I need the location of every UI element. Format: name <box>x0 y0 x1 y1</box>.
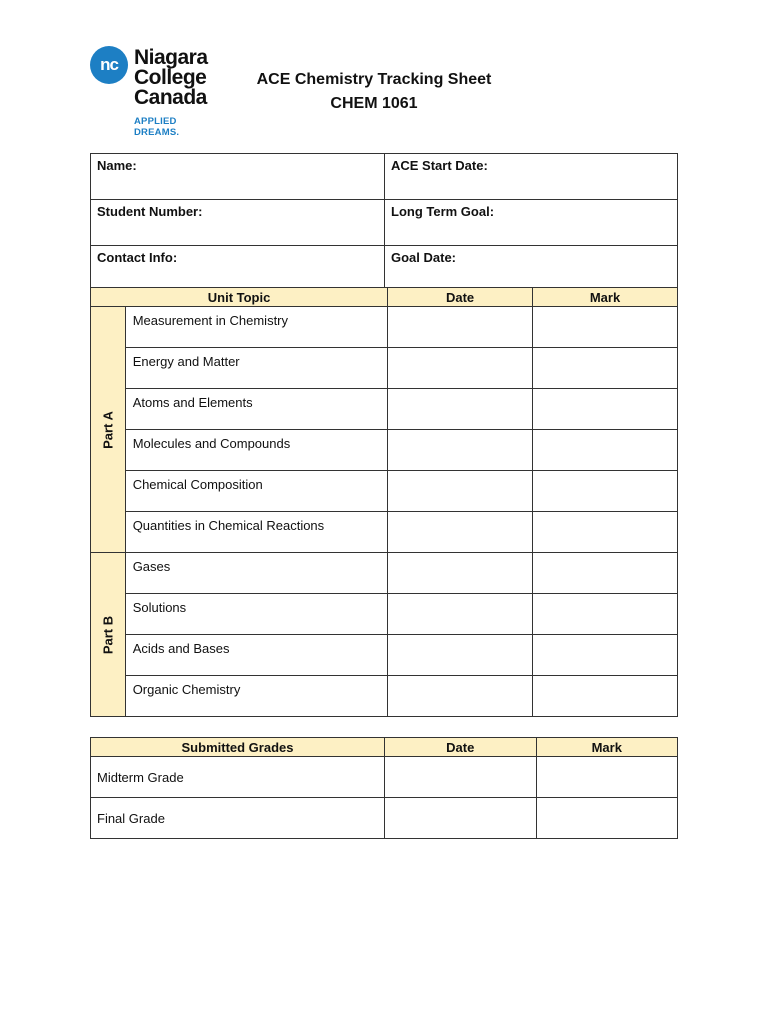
mark-cell[interactable] <box>533 676 678 717</box>
mark-header: Mark <box>536 738 677 757</box>
table-row <box>91 676 678 717</box>
table-row <box>91 348 678 389</box>
table-row <box>91 200 678 246</box>
mark-cell[interactable] <box>533 553 678 594</box>
topic-cell: Gases <box>125 553 387 594</box>
long-term-goal-field[interactable]: Long Term Goal: <box>385 200 678 246</box>
submitted-grades-header: Submitted Grades <box>91 738 385 757</box>
table-row <box>91 798 678 839</box>
topic-cell: Molecules and Compounds <box>125 430 387 471</box>
table-row <box>91 430 678 471</box>
mark-cell[interactable] <box>533 348 678 389</box>
date-cell[interactable] <box>388 512 533 553</box>
topic-cell: Chemical Composition <box>125 471 387 512</box>
date-cell[interactable] <box>385 757 537 798</box>
table-row <box>91 307 678 348</box>
part-a-label: Part A <box>91 307 126 553</box>
logo-line-2: College <box>134 66 207 89</box>
date-cell[interactable] <box>388 471 533 512</box>
unit-topic-header: Unit Topic <box>91 288 388 307</box>
logo-line-1: Niagara <box>134 46 208 69</box>
date-cell[interactable] <box>388 307 533 348</box>
date-cell[interactable] <box>388 389 533 430</box>
table-header-row <box>91 738 678 757</box>
course-code: CHEM 1061 <box>330 95 418 112</box>
date-cell[interactable] <box>388 553 533 594</box>
mark-cell[interactable] <box>536 798 677 839</box>
midterm-grade-label: Midterm Grade <box>91 757 385 798</box>
topic-cell: Measurement in Chemistry <box>125 307 387 348</box>
mark-cell[interactable] <box>536 757 677 798</box>
date-cell[interactable] <box>388 430 533 471</box>
logo-tagline: APPLIED DREAMS. <box>134 116 180 138</box>
contact-info-field[interactable]: Contact Info: <box>91 246 385 292</box>
table-row <box>91 246 678 292</box>
table-row <box>91 635 678 676</box>
mark-cell[interactable] <box>533 471 678 512</box>
logo-line-3: Canada <box>134 86 207 109</box>
date-cell[interactable] <box>388 594 533 635</box>
topic-cell: Organic Chemistry <box>125 676 387 717</box>
niagara-college-logo <box>90 44 220 138</box>
mark-cell[interactable] <box>533 512 678 553</box>
mark-header: Mark <box>533 288 678 307</box>
topic-cell: Acids and Bases <box>125 635 387 676</box>
date-cell[interactable] <box>388 676 533 717</box>
mark-cell[interactable] <box>533 430 678 471</box>
final-grade-label: Final Grade <box>91 798 385 839</box>
name-field[interactable]: Name: <box>91 154 385 200</box>
date-cell[interactable] <box>385 798 537 839</box>
unit-topics-table <box>90 287 678 717</box>
student-info-table <box>90 153 678 292</box>
topic-cell: Solutions <box>125 594 387 635</box>
logo-mark: nc <box>90 46 128 84</box>
goal-date-field[interactable]: Goal Date: <box>385 246 678 292</box>
topic-cell: Atoms and Elements <box>125 389 387 430</box>
student-number-field[interactable]: Student Number: <box>91 200 385 246</box>
part-b-label: Part B <box>91 553 126 717</box>
submitted-grades-table <box>90 737 678 839</box>
date-header: Date <box>388 288 533 307</box>
mark-cell[interactable] <box>533 635 678 676</box>
date-header: Date <box>385 738 537 757</box>
table-row <box>91 471 678 512</box>
table-header-row <box>91 288 678 307</box>
mark-cell[interactable] <box>533 594 678 635</box>
table-row <box>91 154 678 200</box>
logo-wordmark <box>134 48 208 108</box>
date-cell[interactable] <box>388 635 533 676</box>
mark-cell[interactable] <box>533 389 678 430</box>
page-title <box>250 68 498 116</box>
date-cell[interactable] <box>388 348 533 389</box>
start-date-field[interactable]: ACE Start Date: <box>385 154 678 200</box>
title-line-1: ACE Chemistry Tracking Sheet <box>256 71 492 88</box>
topic-cell: Quantities in Chemical Reactions <box>125 512 387 553</box>
table-row <box>91 512 678 553</box>
mark-cell[interactable] <box>533 307 678 348</box>
table-row <box>91 594 678 635</box>
table-row <box>91 389 678 430</box>
table-row <box>91 553 678 594</box>
table-row <box>91 757 678 798</box>
topic-cell: Energy and Matter <box>125 348 387 389</box>
